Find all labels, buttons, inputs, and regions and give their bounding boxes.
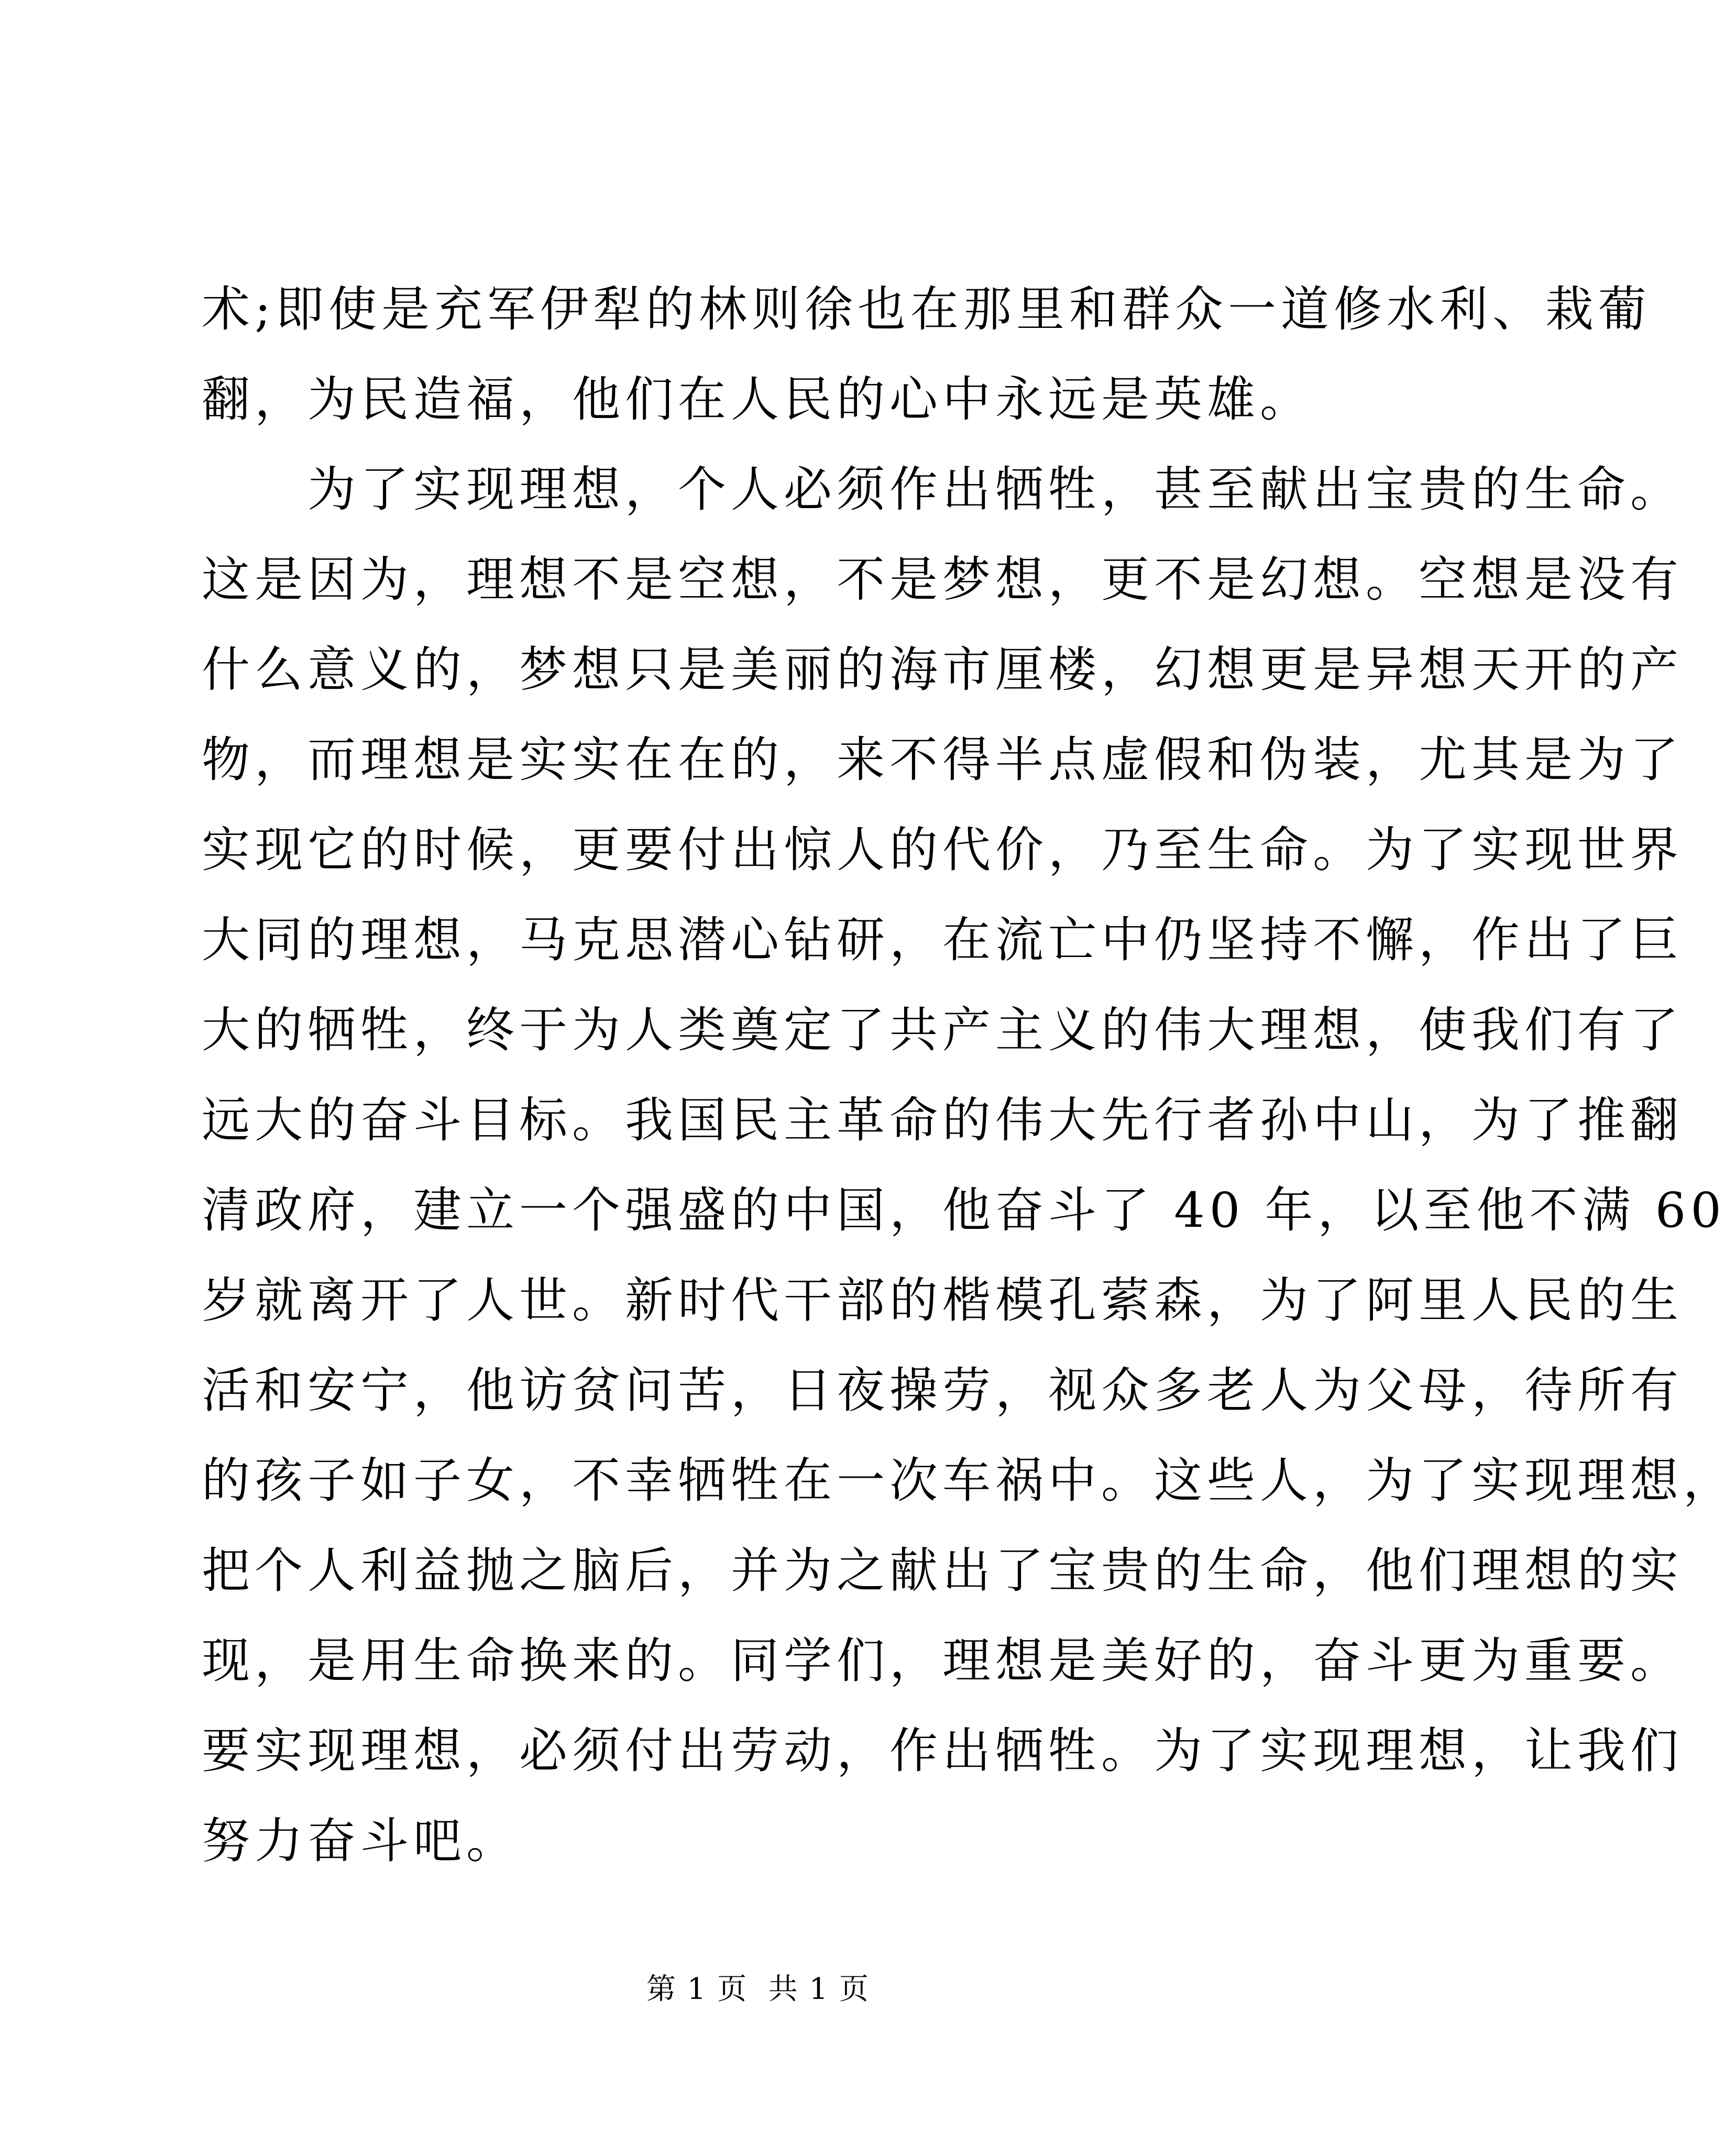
text-line: 活和安宁，他访贫问苦，日夜操劳，视众多老人为父母，待所有 [202, 1362, 1684, 1419]
text-line: 大的牺牲，终于为人类奠定了共产主义的伟大理想，使我们有了 [202, 1002, 1684, 1058]
text-line: 要实现理想，必须付出劳动，作出牺牲。为了实现理想，让我们 [202, 1723, 1684, 1779]
text-line: 物，而理想是实实在在的，来不得半点虚假和伪装，尤其是为了 [202, 732, 1684, 788]
page-number-footer: 第 1 页 共 1 页 [646, 1972, 870, 2006]
text-line: 什么意义的，梦想只是美丽的海市厘楼，幻想更是异想天开的产 [202, 642, 1684, 698]
text-line: 术;即使是充军伊犁的林则徐也在那里和群众一道修水利、栽葡 [202, 281, 1651, 337]
text-line: 翻，为民造福，他们在人民的心中永远是英雄。 [202, 371, 1313, 427]
text-line: 清政府，建立一个强盛的中国，他奋斗了 40 年，以至他不满 60 [202, 1182, 1726, 1238]
text-line: 大同的理想，马克思潜心钻研，在流亡中仍坚持不懈，作出了巨 [202, 912, 1684, 968]
text-line: 岁就离开了人世。新时代干部的楷模孔萦森，为了阿里人民的生 [202, 1272, 1684, 1328]
text-line: 远大的奋斗目标。我国民主革命的伟大先行者孙中山，为了推翻 [202, 1092, 1684, 1148]
text-line: 这是因为，理想不是空想，不是梦想，更不是幻想。空想是没有 [202, 552, 1684, 608]
body-text [202, 265, 1736, 1886]
text-line: 努力奋斗吧。 [202, 1813, 520, 1869]
text-line: 为了实现理想，个人必须作出牺牲，甚至献出宝贵的生命。 [202, 461, 1684, 518]
text-line: 现，是用生命换来的。同学们，理想是美好的，奋斗更为重要。 [202, 1633, 1684, 1689]
text-line: 把个人利益抛之脑后，并为之献出了宝贵的生命，他们理想的实 [202, 1543, 1684, 1599]
text-line: 的孩子如子女，不幸牺牲在一次车祸中。这些人，为了实现理想， [202, 1453, 1736, 1509]
text-line: 实现它的时候，更要付出惊人的代价，乃至生命。为了实现世界 [202, 822, 1684, 878]
